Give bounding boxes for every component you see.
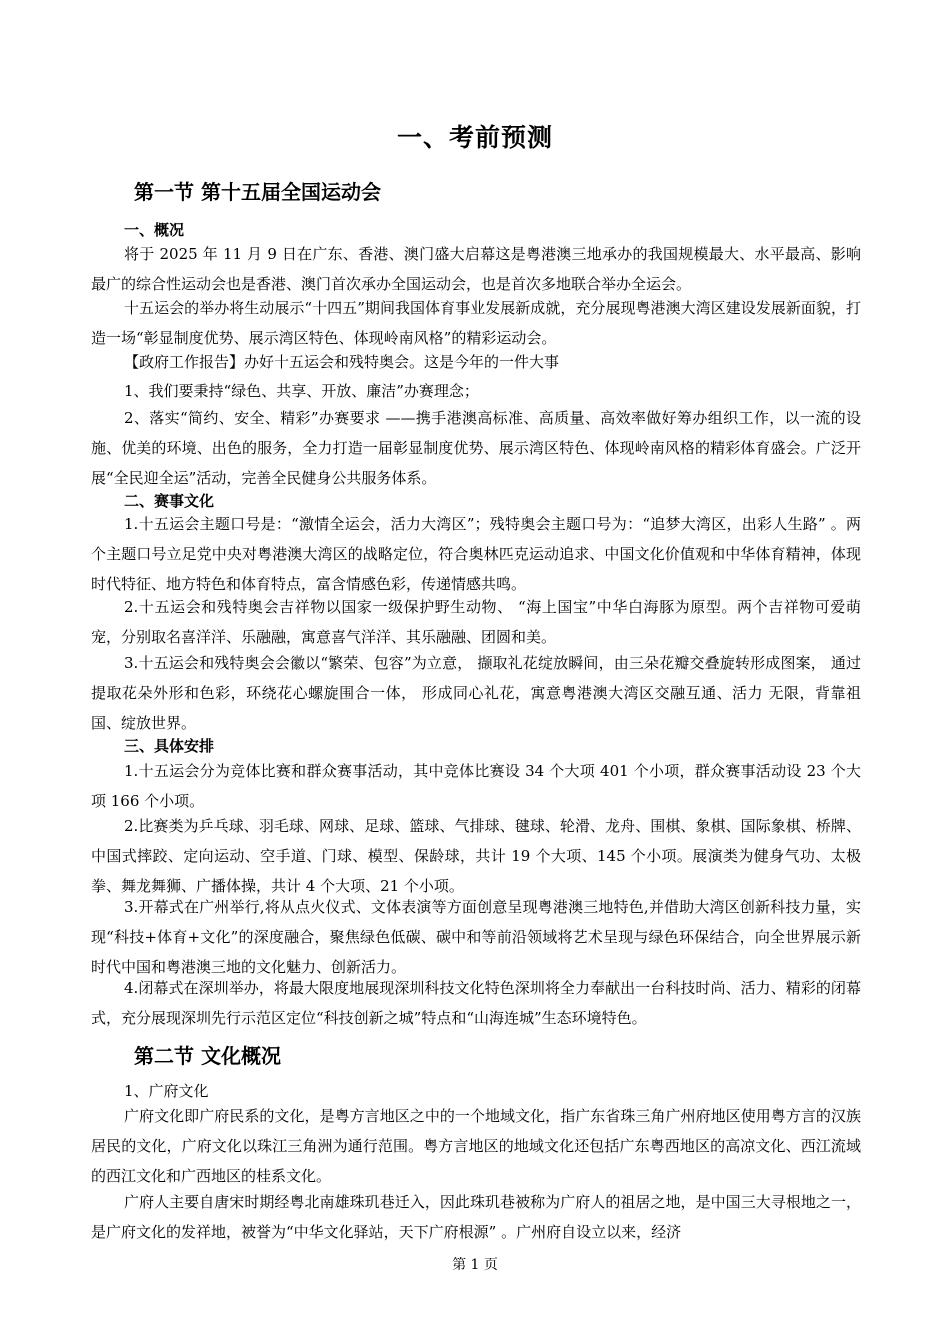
section-2-title: 第二节 文化概况 [134,1044,281,1068]
document-title: 一、考前预测 [396,123,553,152]
overview-paragraph-2: 十五运会的举办将生动展示“十四五”期间我国体育事业发展新成就，充分展现粤港澳大湾区建设发展新面貌，打造一场“彰显制度优势、展示湾区特色、体现岭南风格”的精彩运动会。 [91,299,861,347]
culture-heading: 二、赛事文化 [124,492,215,510]
culture-paragraph-2: 2.十五运会和残特奥会吉祥物以国家一级保护野生动物、 “海上国宝”中华白海豚为原型。两个吉祥物可爱萌宠，分别取名喜洋洋、乐融融，寓意喜气洋洋、其乐融融、团圆和美。 [91,598,861,646]
arrangement-heading: 三、具体安排 [124,737,215,755]
overview-heading: 一、概况 [124,221,185,239]
overview-paragraph-5: 2、落实“简约、安全、精彩”办赛要求 ——携手港澳高标准、高质量、高效率做好筹办组织工作，以一流的设施、优美的环境、出色的服务，全力打造一届彰显制度优势、展示湾区特色、体现岭南风格的精彩体育盛会。广泛开展“全民迎全运”活动，完善全民健身公共服务体系。 [91,409,861,487]
arrangement-paragraph-3: 3.开幕式在广州举行,将从点火仪式、文体表演等方面创意呈现粤港澳三地特色,并借助大湾区创新科技力量，实现“科技+体育+文化”的深度融合，聚焦绿色低碳、碳中和等前沿领域将艺术呈现与绿色环保结合，向全世界展示新时代中国和粤港澳三地的文化魅力、创新活力。 [91,898,861,976]
overview-paragraph-1: 将于 2025 年 11 月 9 日在广东、香港、澳门盛大启幕这是粤港澳三地承办的我国规模最大、水平最高、影响最广的综合性运动会也是香港、澳门首次承办全国运动会，也是首次多地联合举办全运会。 [91,245,861,293]
overview-paragraph-3: 【政府工作报告】办好十五运会和残特奥会。这是今年的一件大事 [124,353,560,371]
culture-paragraph-3: 3.十五运会和残特奥会会徽以“繁荣、包容”为立意， 撷取礼花绽放瞬间，由三朵花瓣交叠旋转形成图案， 通过提取花朵外形和色彩，环绕花心螺旋围合一体， 形成同心礼花，寓意粤港澳大湾区交融互通、活力 无限，背靠祖国、绽放世界。 [91,654,861,732]
page-number: 第 1 页 [452,1257,498,1273]
overview-paragraph-4: 1、我们要秉持“绿色、共享、开放、廉洁”办赛理念； [124,382,479,400]
arrangement-paragraph-1: 1.十五运会分为竞体比赛和群众赛事活动，其中竞体比赛设 34 个大项 401 个小项，群众赛事活动设 23 个大项 166 个小项。 [91,762,861,810]
culture-paragraph-1: 1.十五运会主题口号是：“激情全运会，活力大湾区”；残特奥会主题口号为：“追梦大湾区，出彩人生路” 。两个主题口号立足党中央对粤港澳大湾区的战略定位，符合奥林匹克运动追求、中国文化价值观和中华体育精神，体现时代特征、地方特色和体育特点，富含情感色彩，传递情感共鸣。 [91,515,861,593]
arrangement-paragraph-2: 2.比赛类为乒乓球、羽毛球、网球、足球、篮球、气排球、毽球、轮滑、龙舟、围棋、象棋、国际象棋、桥牌、中国式摔跤、定向运动、空手道、门球、模型、保龄球，共计 19 个大项、145 个小项。展演类为健身气功、太极拳、舞龙舞狮、广播体操，共计 4 个大项、21 个小项。 [91,817,861,895]
arrangement-paragraph-4: 4.闭幕式在深圳举办，将最大限度地展现深圳科技文化特色深圳将全力奉献出一台科技时尚、活力、精彩的闭幕式，充分展现深圳先行示范区定位“科技创新之城”特点和“山海连城”生态环境特色。 [91,979,861,1027]
section-2-item-1: 1、广府文化 [124,1082,209,1100]
section-1-title: 第一节 第十五届全国运动会 [134,180,381,204]
section-2-paragraph-2: 广府人主要自唐宋时期经粤北南雄珠玑巷迁入，因此珠玑巷被称为广府人的祖居之地，是中国三大寻根地之一，是广府文化的发祥地，被誉为“中华文化驿站，天下广府根源” 。广州府自设立以来，经济 [91,1193,861,1241]
section-2-paragraph-1: 广府文化即广府民系的文化，是粤方言地区之中的一个地域文化，指广东省珠三角广州府地区使用粤方言的汉族居民的文化，广府文化以珠江三角洲为通行范围。粤方言地区的地域文化还包括广东粤西地区的高凉文化、西江流域的西江文化和广西地区的桂系文化。 [91,1107,861,1185]
